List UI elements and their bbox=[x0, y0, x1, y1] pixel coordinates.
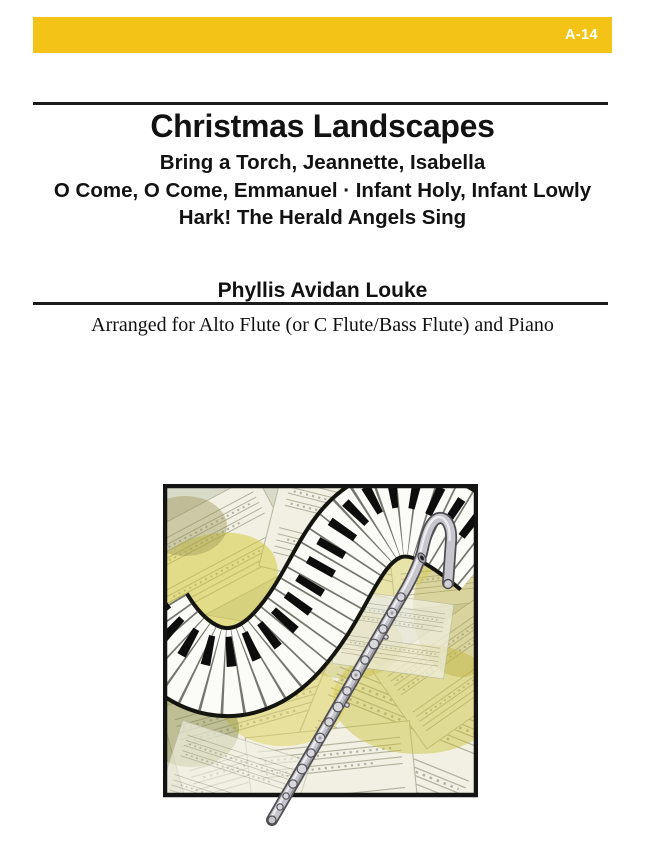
arrangement-line: Arranged for Alto Flute (or C Flute/Bass Flute) and Piano bbox=[91, 314, 554, 336]
piano-flute-collage-graphic bbox=[163, 484, 478, 829]
subtitle-line-3: Hark! The Herald Angels Sing bbox=[178, 206, 467, 229]
page-title: Christmas Landscapes bbox=[150, 108, 495, 144]
catalog-number: A-14 bbox=[564, 27, 598, 43]
cover-artwork bbox=[163, 484, 478, 829]
subtitle-line-1: Bring a Torch, Jeannette, Isabella bbox=[159, 151, 486, 174]
top-rule bbox=[33, 102, 608, 105]
author-rule bbox=[33, 302, 608, 305]
subtitle-block bbox=[0, 149, 645, 232]
subtitle-line-2: O Come, O Come, Emmanuel · Infant Holy, Infant Lowly bbox=[53, 178, 592, 202]
author-name: Phyllis Avidan Louke bbox=[217, 279, 428, 302]
flute-foot-cap bbox=[268, 816, 276, 824]
catalog-banner bbox=[33, 17, 612, 53]
